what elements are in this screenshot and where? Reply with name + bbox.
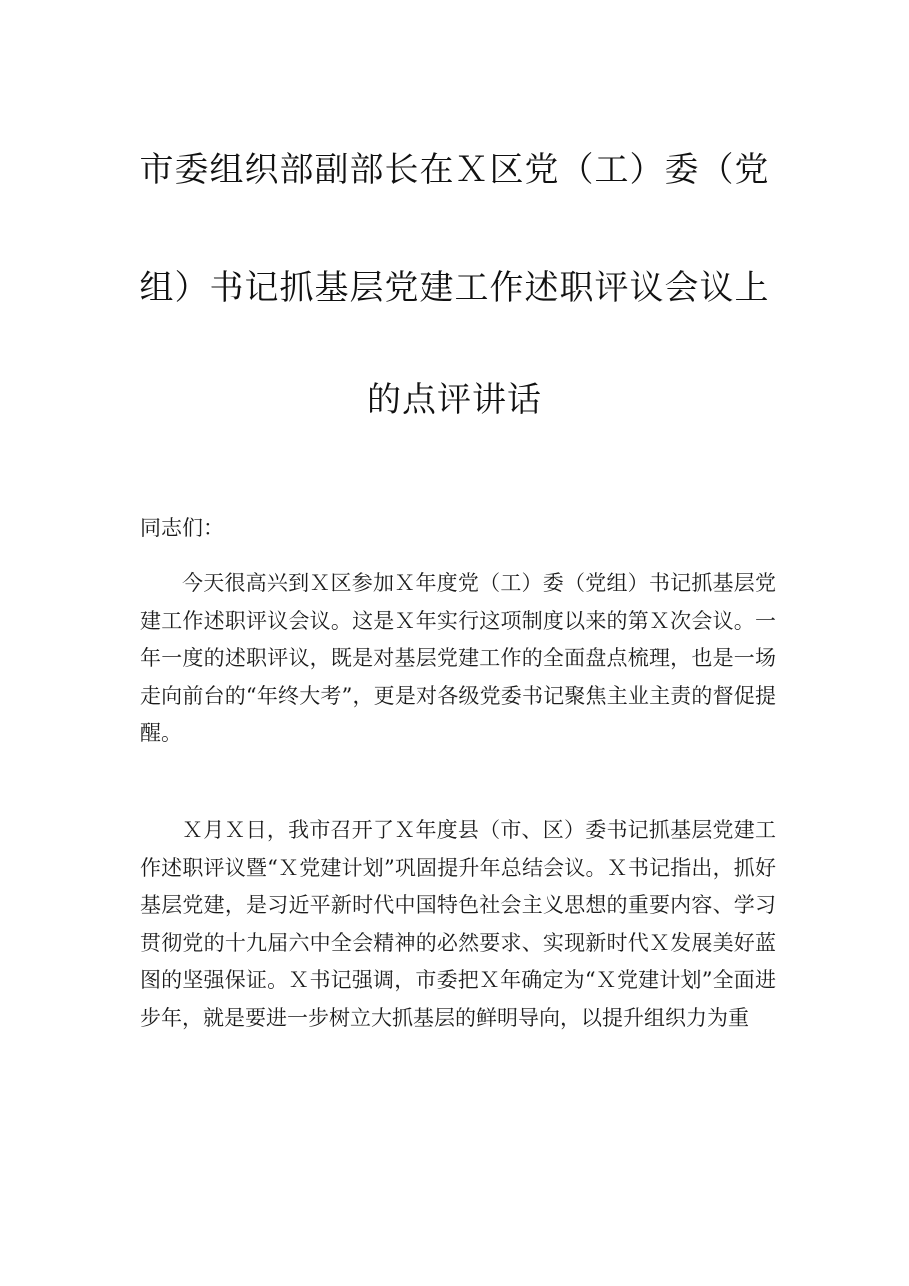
body-paragraph-2-container	[140, 812, 776, 1037]
salutation: 同志们：	[140, 516, 224, 540]
title-line-1: 市委组织部副部长在Ｘ区党（工）委（党	[139, 150, 770, 190]
title-line-3: 的点评讲话	[367, 380, 542, 420]
body-paragraph-1: 今天很高兴到Ｘ区参加Ｘ年度党（工）委（党组）书记抓基层党建工作述职评议会议。这是Ｘ年实行这项制度以来的第Ｘ次会议。一年一度的述职评议，既是对基层党建工作的全面盘点梳理，也是一场走向前台的“年终大考”，更是对各级党委书记聚焦主业主责的督促提醒。	[140, 571, 776, 745]
title-line-2: 组）书记抓基层党建工作述职评议会议上	[139, 268, 770, 308]
body-paragraph-2: Ｘ月Ｘ日，我市召开了Ｘ年度县（市、区）委书记抓基层党建工作述职评议暨“Ｘ党建计划”巩固提升年总结会议。Ｘ书记指出，抓好基层党建，是习近平新时代中国特色社会主义思想的重要内容、学习贯彻党的十九届六中全会精神的必然要求、实现新时代Ｘ发展美好蓝图的坚强保证。Ｘ书记强调，市委把Ｘ年确定为“Ｘ党建计划”全面进步年，就是要进一步树立大抓基层的鲜明导向，以提升组织力为重	[140, 818, 776, 1030]
body-paragraph-1-container	[140, 565, 776, 753]
